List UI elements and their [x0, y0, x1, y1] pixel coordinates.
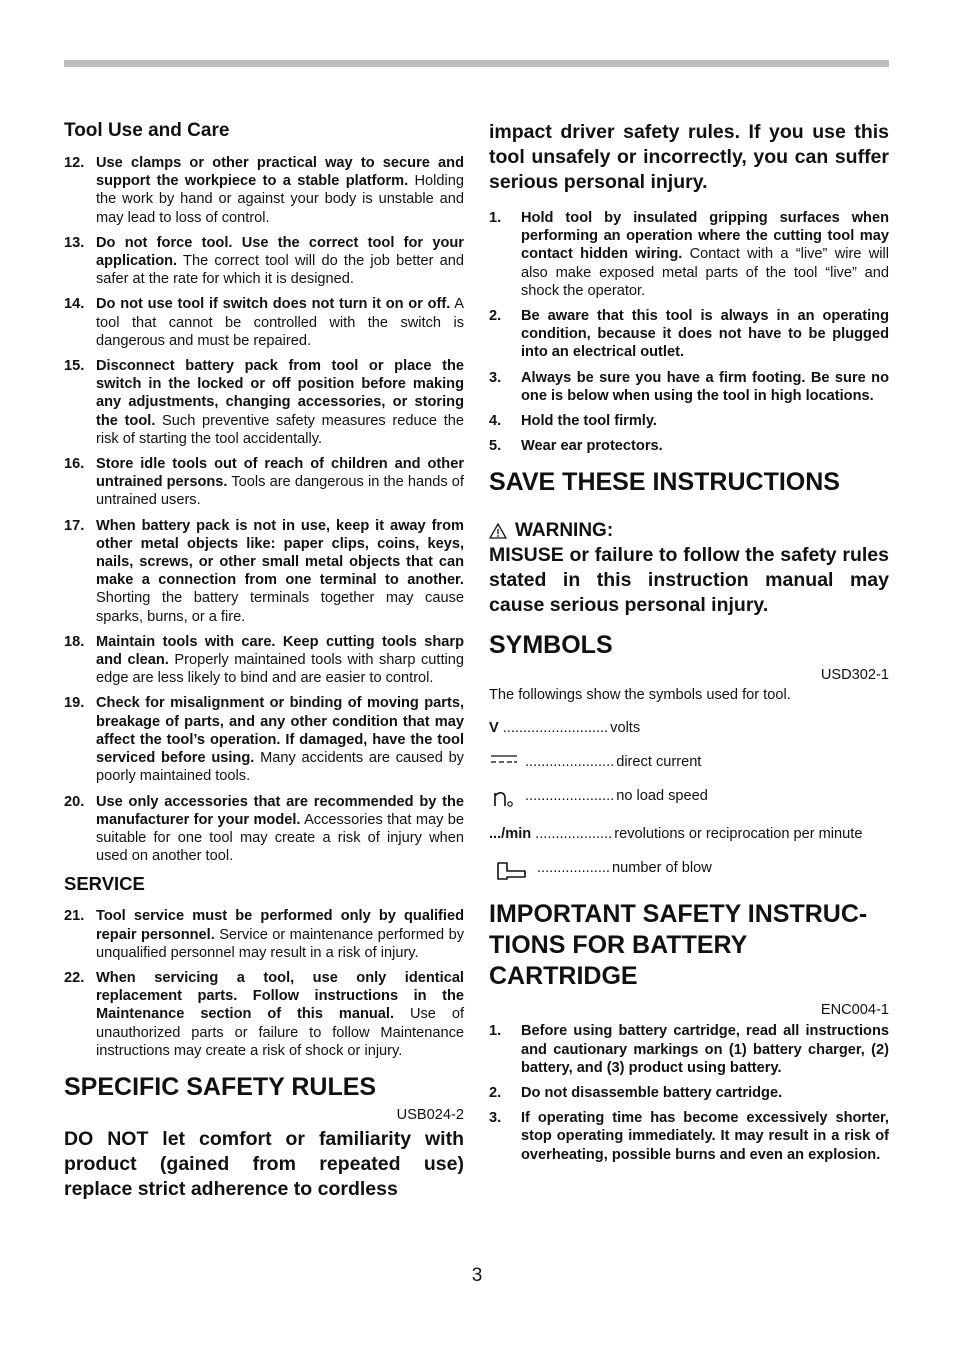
item-number: 1. [489, 210, 502, 226]
item-number: 4. [489, 413, 502, 430]
item-text: Use of unauthorized parts or failure to follow Maintenance instructions may create a risk of shock or injury. [96, 1006, 465, 1059]
symbol-leader-dots: ...................... [525, 788, 615, 805]
item-number: 3. [489, 369, 502, 386]
service-heading: SERVICE [64, 873, 145, 895]
list-item [489, 307, 889, 362]
symbols-intro: The followings show the symbols used for tool. [489, 687, 791, 704]
warning-triangle-icon [489, 523, 507, 539]
battery-list [489, 1022, 889, 1163]
symbol-description: number of blow [611, 860, 712, 877]
continued-text: impact driver safety rules. If you use this tool unsafely or incorrectly, you can suffer serious personal injury. [489, 121, 889, 193]
list-item [64, 357, 464, 448]
number-of-blow-icon [489, 859, 531, 883]
item-text: Such preventive safety measures reduce the risk of starting the tool accidentally. [96, 412, 464, 447]
list-item [489, 412, 889, 430]
specific-intro-text: DO NOT let comfort or familiarity with product (gained from repeated use) replace strict adherence to cordless [64, 1127, 464, 1200]
item-number: 14. [64, 296, 85, 313]
item-bold-text: Use only accessories that are recommended by the manufacturer for your model. [96, 793, 464, 828]
list-item [64, 154, 464, 227]
item-bold-text: Hold the tool firmly. [521, 413, 657, 430]
specific-safety-heading: SPECIFIC SAFETY RULES [64, 1072, 377, 1101]
item-bold-text: When servicing a tool, use only identical replacement parts. Follow instructions in the Maintenance section of this manual. [96, 969, 464, 1023]
warning-title [489, 520, 889, 542]
symbols-ref-code: USD302-1 [820, 667, 889, 684]
symbol-key [489, 787, 519, 809]
item-number: 17. [64, 517, 85, 534]
symbol-row [489, 825, 889, 843]
list-item [64, 455, 464, 510]
item-number: 3. [489, 1110, 502, 1127]
warning-label: WARNING: [515, 520, 614, 542]
item-bold-text: Maintain tools with care. Keep cutting tools sharp and clean. [96, 633, 464, 669]
list-item [64, 793, 464, 866]
item-bold-text: Hold tool by insulated gripping surfaces when performing an operation where the cutting tool may contact hidden wiring. [521, 210, 889, 263]
symbols-heading: SYMBOLS [489, 631, 613, 660]
list-item [489, 209, 889, 300]
list-item [489, 1022, 889, 1077]
item-bold-text: Check for misalignment or binding of moving parts, breakage of parts, and any other condition that may affect the tool’s operation. If damaged, have the tool serviced before using. [96, 695, 464, 767]
item-number: 21. [64, 908, 85, 925]
tool-use-heading: Tool Use and Care [64, 120, 230, 141]
tool-use-list [64, 154, 464, 865]
item-bold-text: Be aware that this tool is always in an operating condition, because it does not have to be plugged into an electrical outlet. [521, 308, 889, 361]
item-bold-text: Disconnect battery pack from tool or place the switch in the locked or off position before making any adjustments, changing accessories, or storing the tool. [96, 358, 464, 429]
item-text: Accessories that may be suitable for one tool may create a risk of injury when used on another tool. [96, 811, 464, 865]
item-bold-text: Use clamps or other practical way to secure and support the workpiece to a stable platform. [96, 155, 464, 190]
symbol-leader-dots: .......................... [502, 720, 609, 737]
item-text: A tool that cannot be controlled with the switch is dangerous and must be repaired. [96, 296, 464, 349]
item-text: Shorting the battery terminals together may cause sparks, burns, or a fire. [96, 590, 464, 625]
save-instructions-heading: SAVE THESE INSTRUCTIONS [489, 468, 840, 497]
symbol-key [489, 753, 519, 765]
list-item [489, 1109, 889, 1164]
direct-current-icon [489, 753, 519, 765]
item-bold-text: Store idle tools out of reach of children and other untrained persons. [96, 456, 464, 491]
list-item [64, 907, 464, 962]
symbol-key: V [489, 720, 499, 737]
symbol-description: direct current [616, 754, 702, 771]
item-number: 1. [489, 1023, 502, 1040]
list-item [489, 437, 889, 455]
item-bold-text: Before using battery cartridge, read all instructions and cautionary markings on (1) battery charger, (2) battery, and (3) product using battery. [521, 1023, 889, 1076]
item-number: 20. [64, 793, 85, 810]
symbols-table [489, 719, 889, 883]
warning-text: MISUSE or failure to follow the safety rules stated in this instruction manual may cause serious personal injury. [489, 544, 889, 617]
item-text: The correct tool will do the job better and safer at the rate for which it is designed. [96, 253, 464, 288]
symbol-row [489, 753, 889, 771]
symbol-key [489, 859, 531, 883]
item-number: 12. [64, 155, 85, 171]
right-column [489, 120, 889, 1171]
specific-ref-code: USB024-2 [396, 1106, 464, 1123]
item-bold-text: Do not force tool. Use the correct tool for your application. [96, 234, 464, 270]
battery-safety-heading [489, 899, 889, 992]
battery-heading-line: TIONS FOR BATTERY [489, 931, 748, 960]
list-item [489, 369, 889, 405]
left-column [64, 120, 464, 1202]
item-number: 2. [489, 1085, 502, 1102]
list-item [64, 969, 464, 1060]
symbol-row [489, 787, 889, 809]
top-rule [64, 60, 889, 67]
item-text: Properly maintained tools with sharp cutting edge are less likely to bind and are easier to control. [96, 652, 464, 687]
item-number: 15. [64, 358, 85, 375]
item-text: Many accidents are caused by poorly maintained tools. [96, 750, 464, 785]
item-bold-text: Do not disassemble battery cartridge. [521, 1085, 783, 1102]
symbol-row [489, 719, 889, 737]
no-load-speed-icon [489, 787, 519, 809]
item-number: 16. [64, 456, 85, 473]
page-number: 3 [471, 1265, 483, 1286]
list-item [64, 295, 464, 350]
item-bold-text: When battery pack is not in use, keep it away from other metal objects like: paper clips, coins, keys, nails, screws, or other small metal objects that can make a connection from one terminal to another. [96, 517, 464, 589]
symbol-row [489, 859, 889, 883]
symbol-key: .../min [489, 826, 532, 843]
item-text: Contact with a “live” wire will also make exposed metal parts of the tool “live” and shock the operator. [521, 246, 889, 299]
battery-heading-line: IMPORTANT SAFETY INSTRUC- [489, 900, 868, 929]
symbol-leader-dots: .................. [537, 860, 610, 877]
item-number: 22. [64, 969, 85, 986]
safety-rules-list [489, 209, 889, 455]
item-bold-text: Always be sure you have a firm footing. Be sure no one is below when using the tool in high locations. [521, 369, 889, 404]
symbol-description: no load speed [616, 788, 708, 805]
symbol-leader-dots: ...................... [525, 754, 615, 771]
item-number: 19. [64, 695, 85, 712]
item-bold-text: If operating time has become excessively shorter, stop operating immediately. It may result in a risk of overheating, possible burns and even an explosion. [521, 1110, 889, 1163]
symbol-description: volts [610, 720, 641, 737]
item-text: Tools are dangerous in the hands of untrained users. [96, 474, 464, 509]
item-bold-text: Tool service must be performed only by qualified repair personnel. [96, 908, 464, 943]
item-text: Holding the work by hand or against your body is unstable and may lead to loss of control. [96, 173, 464, 226]
battery-heading-line: CARTRIDGE [489, 962, 638, 991]
list-item [489, 1084, 889, 1102]
service-list [64, 907, 464, 1060]
item-number: 2. [489, 308, 502, 325]
item-number: 18. [64, 633, 85, 650]
item-bold-text: Wear ear protectors. [521, 438, 663, 455]
item-number: 13. [64, 234, 85, 251]
list-item [64, 694, 464, 785]
list-item [64, 517, 464, 626]
symbol-leader-dots: ................... [535, 826, 613, 843]
symbol-description: revolutions or reciprocation per minute [614, 826, 863, 843]
battery-ref-code: ENC004-1 [820, 1002, 889, 1019]
item-bold-text: Do not use tool if switch does not turn it on or off. [96, 296, 451, 313]
item-number: 5. [489, 438, 502, 455]
item-text: Service or maintenance performed by unqualified personnel may result in a risk of injury. [96, 926, 464, 961]
list-item [64, 234, 464, 289]
list-item [64, 633, 464, 688]
